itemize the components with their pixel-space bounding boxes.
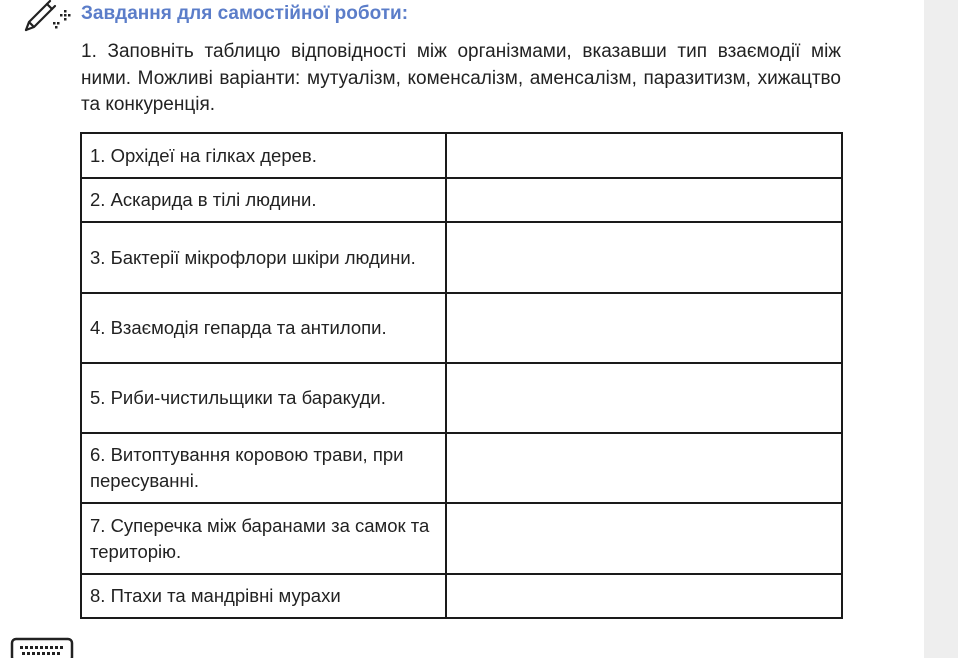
organism-pair-cell: 8. Птахи та мандрівні мурахи [81, 574, 446, 618]
organism-pair-cell: 5. Риби-чистильщики та баракуди. [81, 363, 446, 433]
keyboard-icon [10, 637, 74, 658]
interaction-type-cell[interactable] [446, 574, 842, 618]
organism-pair-cell: 7. Суперечка між баранами за самок та територію. [81, 503, 446, 574]
interaction-type-cell[interactable] [446, 178, 842, 222]
table-row [81, 433, 842, 503]
organism-pair-cell: 4. Взаємодія гепарда та антилопи. [81, 293, 446, 363]
table-row [81, 133, 842, 178]
organism-pair-cell: 3. Бактерії мікрофлори шкіри людини. [81, 222, 446, 293]
table-row [81, 178, 842, 222]
table-row [81, 222, 842, 293]
interaction-type-cell[interactable] [446, 363, 842, 433]
interaction-type-cell[interactable] [446, 293, 842, 363]
section-heading: Завдання для самостійної роботи: [81, 3, 409, 24]
organism-pair-cell: 1. Орхідеї на гілках дерев. [81, 133, 446, 178]
matching-table [80, 132, 843, 619]
page-margin-strip [924, 0, 958, 658]
interaction-type-cell[interactable] [446, 133, 842, 178]
table-row [81, 293, 842, 363]
table-row [81, 363, 842, 433]
organism-pair-cell: 2. Аскарида в тілі людини. [81, 178, 446, 222]
interaction-type-cell[interactable] [446, 222, 842, 293]
pencil-icon [20, 0, 76, 34]
interaction-type-cell[interactable] [446, 433, 842, 503]
interaction-type-cell[interactable] [446, 503, 842, 574]
task-instructions: 1. Заповніть таблицю відповідності між організмами, вказавши тип взаємодії між ними. Можливі варіанти: мутуалізм, коменсалізм, аменсалізм, паразитизм, хижацтво та конкуренція. [81, 41, 841, 115]
table-row [81, 574, 842, 618]
table-row [81, 503, 842, 574]
organism-pair-cell: 6. Витоптування коровою трави, при пересуванні. [81, 433, 446, 503]
